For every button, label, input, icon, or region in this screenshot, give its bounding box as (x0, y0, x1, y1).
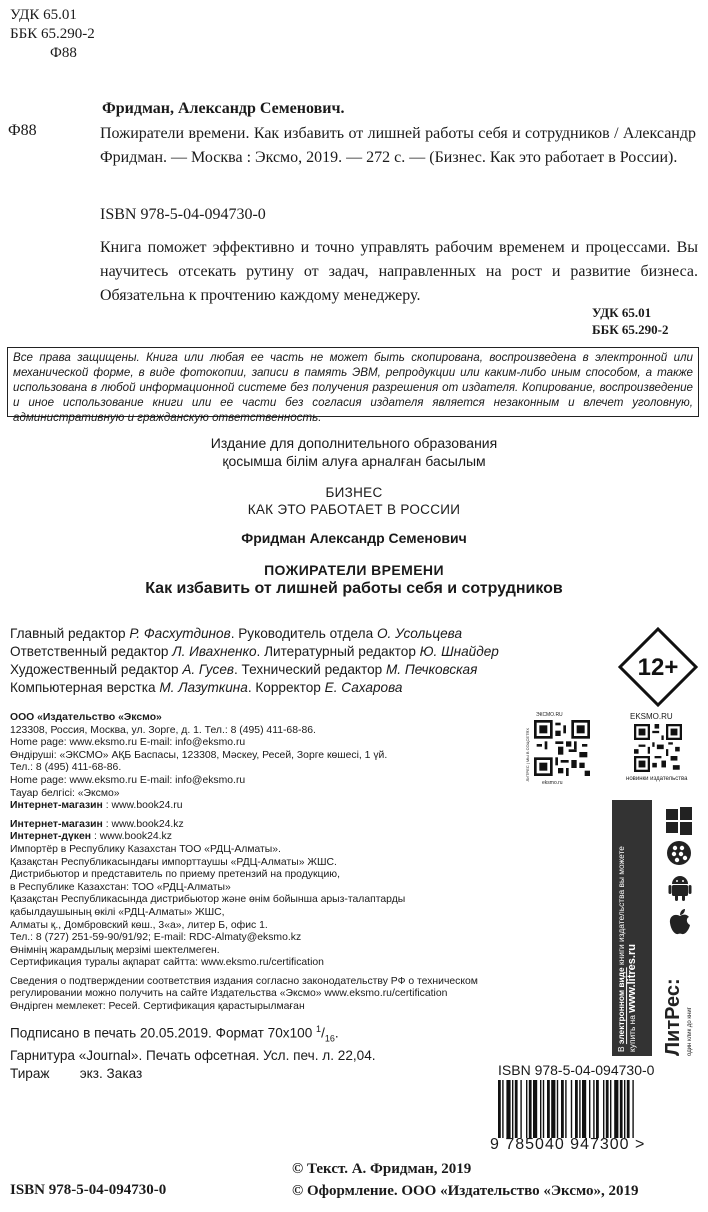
qr-side-caption: ЛИТРЕС | МЫ В СОЦСЕТЯХ (525, 728, 530, 782)
staff-role: . Корректор (247, 680, 325, 695)
importer-line: Өнімнің жарамдылық мерзімі шектелмеген. (10, 944, 220, 956)
bbk-code-right: ББК 65.290-2 (592, 322, 669, 337)
certification-line: регулировании можно получить на сайте Издательства «Эксмо» www.eksmo.ru/certification (10, 988, 448, 1000)
staff-role: Компьютерная верстка (10, 680, 160, 695)
litres-logo (660, 946, 700, 1056)
litres-text-part: В (616, 1044, 626, 1052)
edition-kz: қосымша білім алуға арналған басылым (222, 453, 486, 469)
annotation: Книга поможет эффективно и точно управлять рабочим временем и процессами. Вы научитесь отсекать рутину от задач, направленных на рост и развитие бизнеса. Обязательна к прочтению каждому менеджеру. (100, 239, 698, 304)
barcode-digits: 9 785040 947300 > (490, 1136, 646, 1153)
barcode-isbn: ISBN 978-5-04-094730-0 (498, 1062, 655, 1078)
tirazh-line: Тираж экз. Заказ (10, 1066, 143, 1082)
qr-caption: новинки издательства (626, 776, 688, 782)
copyright-block (292, 1158, 639, 1202)
staff-name: Л. Ивахненко (172, 644, 257, 659)
book-title: ПОЖИРАТЕЛИ ВРЕМЕНИ (264, 562, 444, 578)
format-den: 16 (324, 1033, 335, 1044)
signed-text: Подписано в печать 20.05.2019. Формат 70х100 (10, 1025, 317, 1041)
age-rating-text: 12+ (637, 654, 679, 681)
importer-line: Тел.: 8 (727) 251-59-90/91/92; E-mail: RDC-Almaty@eksmo.kz (10, 932, 302, 944)
barcode-icon (496, 1080, 692, 1138)
litres-dark-panel (612, 800, 652, 1056)
publisher-line: Өндіруші: «ЭКСМО» АҚБ Баспасы, 123308, Мәскеу, Ресей, Зорге көшесі, 1 үй. (10, 749, 388, 761)
publisher-line: Home page: www.eksmo.ru E-mail: info@eksmo.ru (10, 774, 246, 786)
qr-code-icon (634, 724, 682, 772)
format-num: 1 (316, 1024, 322, 1034)
publisher-info (10, 712, 490, 1014)
barcode (490, 1062, 696, 1158)
staff-role: . Руководитель отдела (230, 626, 377, 641)
staff-role: Художественный редактор (10, 662, 183, 677)
litres-brand: ЛитРес: (662, 978, 684, 1056)
shop-label: Интернет-дүкен (10, 831, 92, 843)
shop-url: : www.book24.kz (102, 818, 184, 830)
bbk-code: ББК 65.290-2 (10, 26, 95, 42)
litres-text (616, 800, 650, 1052)
editorial-staff (10, 625, 499, 697)
copyright-design: © Оформление. ООО «Издательство «Эксмо», 2019 (292, 1183, 639, 1199)
staff-name: Ю. Шнайдер (419, 644, 499, 659)
litres-url: www.litres.ru (626, 944, 638, 1013)
udk-code-right: УДК 65.01 (592, 305, 652, 320)
publisher-line: Home page: www.eksmo.ru E-mail: info@eksmo.ru (10, 737, 246, 749)
windows-icon (664, 806, 694, 836)
shop-kz (10, 819, 490, 832)
edition-ru: Издание для дополнительного образования (210, 435, 498, 451)
qr-code-litres (522, 712, 602, 798)
shop-kz (10, 831, 490, 844)
litres-text-part: книги издательства вы можете (616, 846, 626, 968)
signed-end: . (334, 1025, 339, 1041)
rights-notice: Все права защищены. Книга или любая ее часть не может быть скопирована, воспроизведена в электронной или механической форме, в виде фотокопии, записи в память ЭВМ, репродукции или каким-либо иным способом, а также использована в любой информационной системе без получения разрешения от издателя. Копирование, воспроизведение и иное использование книги или ее части без согласия издателя является незаконным и влечет уголовную, административную и гражданскую ответственность. (7, 347, 699, 417)
litres-slogan: один клик до книг (687, 1007, 693, 1056)
staff-role: Главный редактор (10, 626, 130, 641)
staff-line (10, 643, 499, 661)
staff-role: . Технический редактор (233, 662, 386, 677)
staff-name: М. Печковская (385, 662, 478, 677)
staff-name: О. Усольцева (376, 626, 463, 641)
shop-url: : www.book24.ru (102, 800, 183, 812)
litres-text-part: купить на (627, 1012, 637, 1052)
importer-line: Сертификация туралы ақпарат сайтта: www.eksmo.ru/certification (10, 957, 324, 969)
publisher-line: Тел.: 8 (495) 411-68-86. (10, 762, 122, 774)
staff-line (10, 661, 499, 679)
staff-name: Е. Сахарова (324, 680, 403, 695)
shop-label: Интернет-магазин (10, 818, 103, 830)
blackberry-icon (666, 840, 692, 866)
isbn-line: ISBN 978-5-04-094730-0 (100, 206, 266, 223)
qr-code-eksmo (626, 712, 696, 802)
importer-line: Қазақстан Республикасында дистрибьютор және өнім бойынша арыз-талаптарды (10, 894, 406, 906)
importer-line: Алматы қ., Домбровский көш., 3«а», литер Б, офис 1. (10, 919, 268, 931)
author-heading: Фридман, Александр Семенович. (102, 100, 345, 117)
certification-line: Өндірген мемлекет: Ресей. Сертификация қарастырылмаған (10, 1001, 305, 1013)
importer-line: қабылдаушының өкілі «РДЦ-Алматы» ЖШС, (10, 906, 225, 918)
author-mark-left: Ф88 (8, 122, 37, 139)
staff-name: М. Лазуткина (159, 680, 248, 695)
book-subtitle: Как избавить от лишней работы себя и сотрудников (145, 580, 563, 597)
importer-line: в Республике Казахстан: ТОО «РДЦ-Алматы» (10, 881, 231, 893)
publisher-line: Тауар белгісі: «Эксмо» (10, 787, 120, 799)
shop-label: Интернет-магазин (10, 800, 103, 812)
qr-caption: EKSMO.RU (630, 712, 673, 721)
apple-icon (668, 908, 692, 936)
series-line2: КАК ЭТО РАБОТАЕТ В РОССИИ (247, 502, 461, 517)
staff-line (10, 625, 499, 643)
series-name (0, 484, 708, 518)
shop-ru (10, 800, 490, 813)
author-mark: Ф88 (50, 45, 77, 61)
publisher-line: 123308, Россия, Москва, ул. Зорге, д. 1. Тел.: 8 (495) 411-68-86. (10, 724, 316, 736)
shop-url: : www.book24.kz (91, 831, 172, 843)
udk-block-top (10, 6, 95, 63)
font-line: Гарнитура «Journal». Печать офсетная. Усл. печ. л. 22,04. (10, 1048, 376, 1064)
edition-type (0, 434, 708, 470)
staff-role: . Литературный редактор (256, 644, 420, 659)
android-icon (668, 874, 692, 902)
certification-line: Сведения о подтверждении соответствия издания согласно законодательству РФ о техническом (10, 975, 478, 987)
importer-line: Қазақстан Республикасындағы импорттаушы «РДЦ-Алматы» ЖШС. (10, 856, 337, 868)
qr-code-icon (534, 720, 590, 776)
signed-line: Подписано в печать 20.05.2019. Формат 70х100 $^1/_{16}$. (10, 1024, 339, 1044)
qr-caption: ЭКСМО.RU (536, 712, 563, 718)
series-line1: БИЗНЕС (325, 485, 383, 500)
importer-line: Импортёр в Республику Казахстан ТОО «РДЦ-Алматы». (10, 843, 281, 855)
staff-role: Ответственный редактор (10, 644, 173, 659)
importer-line: Дистрибьютор и представитель по приему претензий на продукцию, (10, 869, 340, 881)
age-rating-icon (618, 627, 698, 707)
staff-line (10, 679, 499, 697)
bib-text: Пожиратели времени. Как избавить от лишней работы себя и сотрудников / Александр Фридман. — Москва : Эксмо, 2019. — 272 с. — (Бизнес. Как это работает в России). (100, 125, 696, 166)
staff-name: А. Гусев (182, 662, 234, 677)
litres-bold: электронном виде (616, 967, 626, 1045)
author-name: Фридман Александр Семенович (241, 530, 467, 546)
publisher-name: ООО «Издательство «Эксмо» (10, 712, 162, 723)
bibliographic-description (100, 122, 696, 170)
qr-caption: eksmo.ru (542, 780, 563, 786)
isbn-bottom: ISBN 978-5-04-094730-0 (10, 1182, 167, 1198)
litres-banner (612, 800, 700, 1056)
copyright-text: © Текст. А. Фридман, 2019 (292, 1161, 472, 1177)
udk-block-right (592, 304, 696, 338)
udk-code: УДК 65.01 (10, 7, 77, 23)
print-info (10, 1020, 376, 1083)
staff-name: Р. Фасхутдинов (129, 626, 231, 641)
